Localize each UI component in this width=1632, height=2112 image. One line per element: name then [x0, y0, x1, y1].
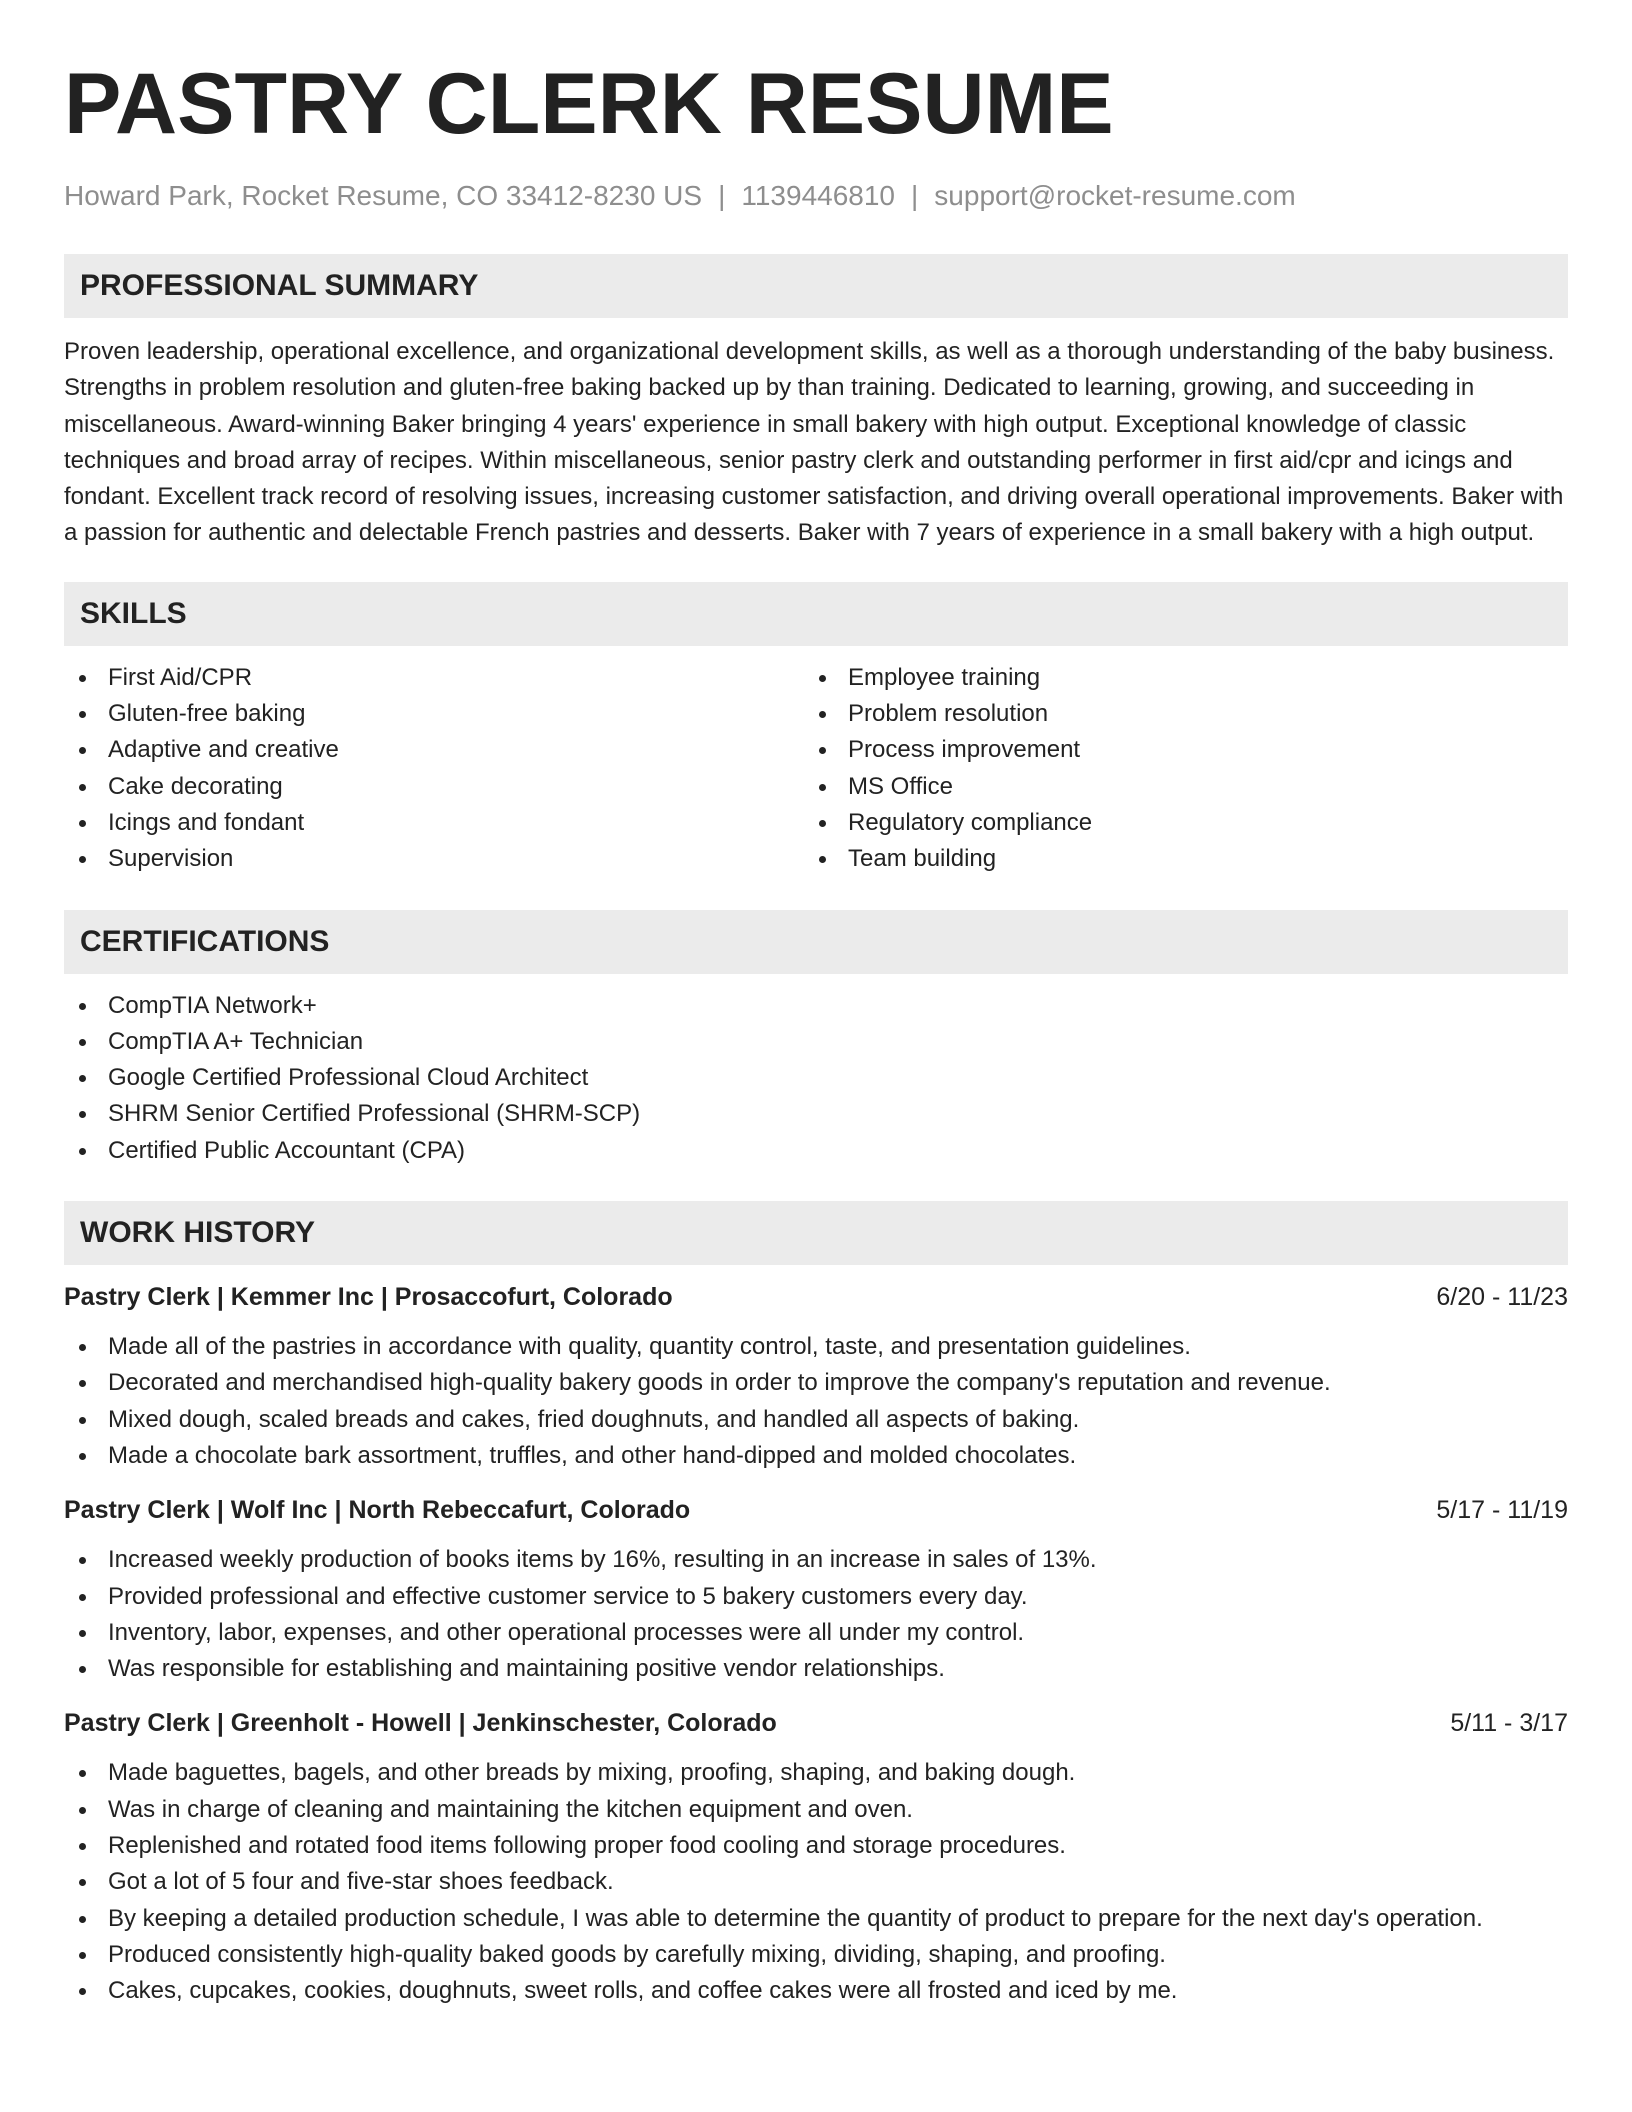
list-item: Mixed dough, scaled breads and cakes, fried doughnuts, and handled all aspects of baking. [64, 1402, 1568, 1438]
list-item: Icings and fondant [64, 805, 804, 841]
job-header [64, 1705, 1568, 1741]
list-item: Decorated and merchandised high-quality bakery goods in order to improve the company's reputation and revenue. [64, 1365, 1568, 1401]
list-item: Inventory, labor, expenses, and other operational processes were all under my control. [64, 1615, 1568, 1651]
skills-heading: SKILLS [64, 582, 1568, 646]
list-item: Google Certified Professional Cloud Architect [64, 1060, 1568, 1096]
job-entry [64, 1492, 1568, 1687]
skills-section [64, 582, 1568, 878]
list-item: Made baguettes, bagels, and other breads by mixing, proofing, shaping, and baking dough. [64, 1755, 1568, 1791]
work-heading: WORK HISTORY [64, 1201, 1568, 1265]
job-entry [64, 1705, 1568, 2009]
list-item: Team building [804, 841, 1544, 877]
work-section [64, 1201, 1568, 2009]
list-item: Produced consistently high-quality baked goods by carefully mixing, dividing, shaping, and proofing. [64, 1937, 1568, 1973]
contact-separator: | [718, 180, 726, 211]
contact-email: support@rocket-resume.com [934, 180, 1296, 211]
job-dates: 6/20 - 11/23 [1436, 1283, 1568, 1312]
skills-list-right [804, 660, 1544, 878]
job-entry [64, 1279, 1568, 1474]
job-title: Pastry Clerk | Greenholt - Howell | Jenkinschester, Colorado [64, 1709, 777, 1738]
list-item: Cakes, cupcakes, cookies, doughnuts, sweet rolls, and coffee cakes were all frosted and iced by me. [64, 1973, 1568, 2009]
resume-title: PASTRY CLERK RESUME [64, 56, 1114, 152]
certifications-heading: CERTIFICATIONS [64, 910, 1568, 974]
list-item: Adaptive and creative [64, 732, 804, 768]
job-dates: 5/17 - 11/19 [1436, 1496, 1568, 1525]
list-item: Made a chocolate bark assortment, truffles, and other hand-dipped and molded chocolates. [64, 1438, 1568, 1474]
list-item: MS Office [804, 769, 1544, 805]
certifications-list [64, 988, 1568, 1169]
list-item: Increased weekly production of books items by 16%, resulting in an increase in sales of 13%. [64, 1542, 1568, 1578]
summary-section [64, 254, 1568, 552]
list-item: Got a lot of 5 four and five-star shoes feedback. [64, 1864, 1568, 1900]
contact-phone: 1139446810 [741, 180, 896, 211]
job-bullets [64, 1542, 1568, 1687]
job-title: Pastry Clerk | Kemmer Inc | Prosaccofurt, Colorado [64, 1283, 673, 1312]
list-item: Employee training [804, 660, 1544, 696]
summary-text: Proven leadership, operational excellence, and organizational development skills, as well as a thorough understanding of the baby business. Strengths in problem resolution and gluten-free baking backed up by than training. Dedicated to learning, growing, and succeeding in miscellaneous. Award-winning Baker bringing 4 years' experience in small bakery with high output. Exceptional knowledge of classic techniques and broad array of recipes. Within miscellaneous, senior pastry clerk and outstanding performer in first aid/cpr and icings and fondant. Excellent track record of resolving issues, increasing customer satisfaction, and driving overall operational improvements. Baker with a passion for authentic and delectable French pastries and desserts. Baker with 7 years of experience in a small bakery with a high output. [64, 338, 1564, 547]
list-item: CompTIA A+ Technician [64, 1024, 1568, 1060]
skills-list-left [64, 660, 804, 878]
list-item: By keeping a detailed production schedule, I was able to determine the quantity of product to prepare for the next day's operation. [64, 1901, 1568, 1937]
list-item: Supervision [64, 841, 804, 877]
list-item: CompTIA Network+ [64, 988, 1568, 1024]
list-item: Was responsible for establishing and maintaining positive vendor relationships. [64, 1651, 1568, 1687]
list-item: Gluten-free baking [64, 696, 804, 732]
list-item: Made all of the pastries in accordance with quality, quantity control, taste, and presentation guidelines. [64, 1329, 1568, 1365]
contact-line [64, 178, 1568, 214]
list-item: Was in charge of cleaning and maintaining the kitchen equipment and oven. [64, 1792, 1568, 1828]
job-header [64, 1279, 1568, 1315]
list-item: Cake decorating [64, 769, 804, 805]
summary-heading: PROFESSIONAL SUMMARY [64, 254, 1568, 318]
list-item: Replenished and rotated food items following proper food cooling and storage procedures. [64, 1828, 1568, 1864]
list-item: Regulatory compliance [804, 805, 1544, 841]
contact-address: Howard Park, Rocket Resume, CO 33412-8230 US [64, 180, 703, 211]
certifications-section [64, 910, 1568, 1169]
job-header [64, 1492, 1568, 1528]
list-item: Provided professional and effective customer service to 5 bakery customers every day. [64, 1579, 1568, 1615]
list-item: SHRM Senior Certified Professional (SHRM-SCP) [64, 1096, 1568, 1132]
job-dates: 5/11 - 3/17 [1450, 1709, 1568, 1738]
skills-columns [64, 646, 1568, 878]
job-bullets [64, 1329, 1568, 1474]
list-item: First Aid/CPR [64, 660, 804, 696]
list-item: Process improvement [804, 732, 1544, 768]
contact-separator: | [911, 180, 919, 211]
list-item: Certified Public Accountant (CPA) [64, 1133, 1568, 1169]
job-bullets [64, 1755, 1568, 2009]
job-title: Pastry Clerk | Wolf Inc | North Rebeccafurt, Colorado [64, 1496, 691, 1525]
list-item: Problem resolution [804, 696, 1544, 732]
